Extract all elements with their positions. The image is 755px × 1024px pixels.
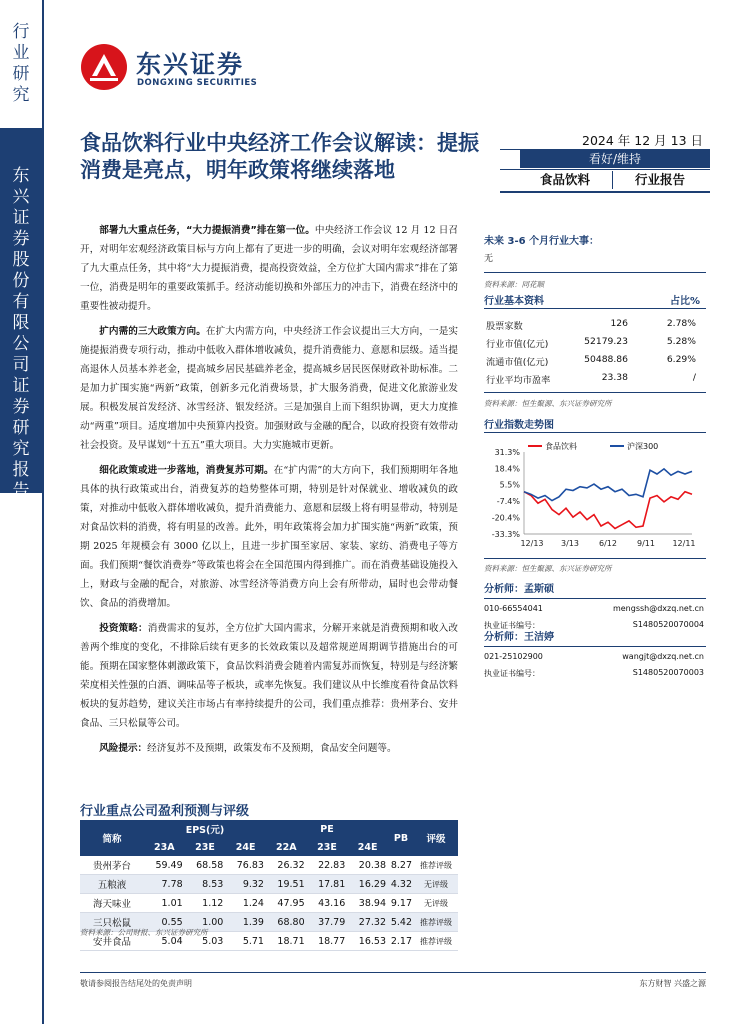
- pb-cell: 8.27: [388, 856, 414, 875]
- section-rule: [484, 646, 706, 647]
- basic-row-value: 52179.23: [584, 336, 628, 347]
- events-title: 未来 3-6 个月行业大事：: [484, 236, 600, 247]
- table-row: [80, 856, 458, 875]
- paragraph-text: 在“扩内需”的大方向下，我们预期明年各地具体的执行政策或出台，消费复苏的趋势整体可期，特别是针对保就业、增收减负的政策，对推动中低收入群体增收减负，提升消费能力、意愿和层级上将有明显带动，特别是对食品饮料的消费，将有明显的改善。此外，明年政策将会加力扩围实施“两新”政策，预期 2025 年规模会有 3000 亿以上，且进一步扩围至家居、家装、家纺、消费电子等方面。我们预期“餐饮消费券”等政策也将会在全国范围内得到推广。而在消费基础设施投入上，财政与金融的配合，对旅游、冰雪经济等消费方向上会有所带动，届时也会带动餐饮、食品的消费增加。: [80, 465, 458, 609]
- table-row: [80, 875, 458, 894]
- chart-lines: [524, 469, 692, 529]
- x-tick-label: 3/13: [561, 539, 579, 548]
- basic-data-title: 行业基本资料: [484, 296, 544, 307]
- pe-cell: 38.94: [347, 894, 388, 913]
- report-body: [80, 221, 458, 764]
- col-pe-header: PE: [266, 820, 388, 838]
- chart-y-ticks: [492, 448, 521, 539]
- section-rule: [484, 598, 706, 599]
- pe-cell: 27.32: [347, 913, 388, 932]
- col-pb-header: PB: [388, 820, 414, 856]
- x-tick-label: 9/11: [637, 539, 655, 548]
- body-paragraph: [80, 221, 458, 316]
- paragraph-lead: 扩内需的三大政策方向。: [99, 326, 206, 337]
- paragraph-text: 中央经济工作会议 12 月 12 日召开，对明年宏观经济政策目标与方向上都有了更进一步的明确，会议对明年宏观经济部署了九大重点任务，其中将“大力提振消费，提高投资效益，全方位扩大国内需求”排在了第一位，消费是明年的重要政策抓手。经济动能切换和外部压力的冲击下，消费在经济中的重要性被动提升。: [80, 225, 458, 312]
- events-section: [484, 232, 706, 264]
- table-title: 行业重点公司盈利预测与评级: [80, 804, 250, 819]
- eps-cell: 68.58: [185, 856, 226, 875]
- section-rule: [484, 558, 706, 559]
- legend-label: 食品饮料: [545, 442, 577, 451]
- pb-cell: 5.42: [388, 913, 414, 932]
- pe-cell: 17.81: [307, 875, 348, 894]
- pe-cell: 43.16: [307, 894, 348, 913]
- sidebar-publisher: [0, 128, 42, 501]
- rating-cell: 推荐评级: [414, 856, 458, 875]
- pe-cell: 68.80: [266, 913, 307, 932]
- x-tick-label: 12/11: [672, 539, 696, 548]
- section-rule: [484, 432, 706, 433]
- body-paragraph: [80, 461, 458, 613]
- chart-legend: [528, 441, 658, 451]
- pe-cell: 47.95: [266, 894, 307, 913]
- basic-row-pct: 5.28%: [666, 336, 696, 347]
- rating-cell: 无评级: [414, 894, 458, 913]
- y-tick-label: -20.4%: [491, 513, 520, 523]
- body-paragraph: [80, 322, 458, 455]
- col-name-header: 简称: [80, 820, 144, 856]
- rating-cell: 推荐评级: [414, 932, 458, 951]
- eps-cell: 0.55: [144, 913, 185, 932]
- basic-data-source: 资料来源：恒生聚源、东兴证券研究所: [484, 399, 612, 408]
- index-trend-chart: [484, 438, 706, 556]
- y-tick-label: 31.3%: [494, 448, 520, 457]
- paragraph-text: 消费需求的复苏，全方位扩大国内需求，分解开来就是消费预期和收入改善两个维度的变化，不排除后续有更多的长效政策以及超常规逆周期调节措施出台的可能。预期在国家整体刺激政策下，食品饮料消费会随着内需复苏而恢复，特别是与经济繁荣度相关性强的白酒、调味品等子板块，或率先恢复。我们建议从中长维度看待食品饮料板块的复苏趋势，建议关注市场占有率持续提升的公司，我们重点推荐：贵州茅台、安井食品、三只松鼠等公司。: [80, 623, 459, 729]
- series-line-2: [524, 469, 692, 501]
- events-text: 无: [484, 254, 494, 264]
- eps-cell: 8.53: [185, 875, 226, 894]
- y-tick-label: -7.4%: [496, 497, 520, 507]
- eps-cell: 1.39: [225, 913, 266, 932]
- analyst-card: [484, 580, 706, 634]
- eps-cell: 5.04: [144, 932, 185, 951]
- analyst-cert: S1480520070003: [632, 668, 704, 677]
- x-tick-label: 6/12: [599, 539, 617, 548]
- series-line-1: [524, 492, 692, 529]
- logo-en-text: DONGXING SECURITIES: [137, 78, 258, 88]
- pe-cell: 16.29: [347, 875, 388, 894]
- industry-tag: 食品饮料: [539, 172, 590, 187]
- paragraph-text: 在扩大内需方向，中央经济工作会议提出三大方向，一是实施提振消费专项行动，推动中低收入群体增收减负，提升消费能力、意愿和层级。适当提高退休人员基本养老金，提高城乡居民基础养老金，提高城乡居民医保财政补助标准。二是加力扩围实施“两新”政策，创新多元化消费场景，扩大服务消费，促进文化旅游业发展。积极发展首发经济、冰雪经济、银发经济。三是加强自上而下组织协调，更大力度推动“两重”项目。适度增加中央预算内投资。加强财政与金融的配合，以政府投资有效带动社会投资。及早谋划“十五五”重大项目。大力实施城市更新。: [80, 326, 459, 451]
- col-year-header: 22A: [266, 838, 307, 856]
- logo-cn-text: 东兴证券: [136, 50, 245, 79]
- eps-cell: 1.24: [225, 894, 266, 913]
- rating-cell: 无评级: [414, 875, 458, 894]
- pb-cell: 4.32: [388, 875, 414, 894]
- analyst-title: 分析师：孟斯硕: [484, 584, 554, 595]
- body-paragraph: [80, 739, 458, 758]
- eps-cell: 1.01: [144, 894, 185, 913]
- paragraph-lead: 风险提示：: [99, 743, 148, 754]
- basic-row-pct: /: [692, 372, 696, 383]
- eps-cell: 5.71: [225, 932, 266, 951]
- basic-row: [484, 316, 706, 334]
- pb-cell: 2.17: [388, 932, 414, 951]
- analyst-phone: 021-25102900: [484, 652, 543, 661]
- col-year-header: 23E: [307, 838, 348, 856]
- sidebar-top-label: 行业研究: [12, 22, 30, 105]
- analyst-email[interactable]: wangjt@dxzq.net.cn: [622, 652, 704, 661]
- eps-cell: 59.49: [144, 856, 185, 875]
- basic-row-label: 行业平均市盈率: [486, 375, 551, 386]
- col-year-header: 24E: [347, 838, 388, 856]
- analyst-title: 分析师：王洁婷: [484, 632, 554, 643]
- eps-cell: 7.78: [144, 875, 185, 894]
- eps-cell: 9.32: [225, 875, 266, 894]
- col-year-header: 23A: [144, 838, 185, 856]
- report-title: 食品饮料行业中央经济工作会议解读：提振消费是亮点，明年政策将继续落地: [80, 130, 479, 182]
- section-rule: [484, 308, 706, 309]
- body-paragraph: [80, 619, 458, 733]
- pe-cell: 16.53: [347, 932, 388, 951]
- col-year-header: 24E: [225, 838, 266, 856]
- meta-separator: [612, 171, 613, 189]
- basic-row-pct: 6.29%: [666, 354, 696, 365]
- sidebar-category: [0, 0, 42, 125]
- basic-row: [484, 370, 706, 388]
- company-name: 三只松鼠: [80, 913, 144, 932]
- eps-cell: 5.03: [185, 932, 226, 951]
- pe-cell: 19.51: [266, 875, 307, 894]
- chart-x-ticks: [520, 539, 695, 548]
- section-rule: [484, 272, 706, 273]
- report-date: 2024 年 12 月 13 日: [582, 133, 703, 148]
- col-rating-header: 评级: [414, 820, 458, 856]
- footer-slogan: 东方财智 兴盛之源: [639, 979, 706, 988]
- y-tick-label: 5.5%: [499, 480, 520, 490]
- basic-row: [484, 352, 706, 370]
- legend-label: 沪深300: [627, 442, 659, 451]
- basic-row-pct: 2.78%: [666, 318, 696, 329]
- analyst-email[interactable]: mengssh@dxzq.net.cn: [612, 604, 704, 613]
- events-source: 资料来源：同花顺: [484, 280, 544, 289]
- basic-pct-header: 占比%: [669, 296, 700, 307]
- meta-divider: [500, 191, 710, 193]
- company-name: 海天味业: [80, 894, 144, 913]
- rating-badge: 看好/维持: [520, 150, 710, 168]
- analyst-phone: 010-66554041: [484, 604, 543, 613]
- table-source: 资料来源：公司财报、东兴证券研究所: [80, 928, 208, 937]
- eps-cell: 1.00: [185, 913, 226, 932]
- report-type-tag: 行业报告: [634, 172, 685, 187]
- pe-cell: 18.77: [307, 932, 348, 951]
- basic-row-value: 126: [610, 318, 628, 329]
- col-year-header: 23E: [185, 838, 226, 856]
- section-rule: [484, 392, 706, 393]
- meta-divider: [500, 169, 710, 170]
- pb-cell: 9.17: [388, 894, 414, 913]
- analyst-card: [484, 628, 706, 682]
- pe-cell: 22.83: [307, 856, 348, 875]
- y-tick-label: -33.3%: [491, 530, 520, 539]
- sidebar: [0, 0, 42, 1024]
- cert-label: 执业证书编号：: [484, 621, 540, 630]
- eps-cell: 1.12: [185, 894, 226, 913]
- company-name: 五粮液: [80, 875, 144, 894]
- company-logo: [80, 43, 280, 93]
- cert-label: 执业证书编号：: [484, 669, 540, 678]
- sidebar-bottom-label: 东兴证券股份有限公司证券研究报告: [12, 166, 30, 501]
- paragraph-lead: 投资策略：: [99, 623, 148, 634]
- table-row: [80, 894, 458, 913]
- paragraph-lead: 部署九大重点任务，“大力提振消费”排在第一位。: [99, 225, 315, 236]
- basic-data-section: [484, 292, 706, 412]
- basic-row: [484, 334, 706, 352]
- col-eps-header: EPS(元): [144, 820, 266, 838]
- chart-source: 资料来源：恒生聚源、东兴证券研究所: [484, 564, 612, 573]
- pe-cell: 20.38: [347, 856, 388, 875]
- basic-row-label: 行业市值(亿元): [486, 339, 549, 350]
- x-tick-label: 12/13: [520, 539, 544, 548]
- basic-row-label: 流通市值(亿元): [486, 357, 549, 368]
- basic-row-label: 股票家数: [486, 321, 523, 332]
- footer-rule: [80, 972, 706, 973]
- footer-disclaimer: 敬请参阅报告结尾处的免责声明: [80, 979, 192, 988]
- rating-cell: 推荐评级: [414, 913, 458, 932]
- basic-row-value: 23.38: [601, 372, 628, 383]
- paragraph-lead: 细化政策或进一步落地，消费复苏可期。: [99, 465, 274, 476]
- pe-cell: 18.71: [266, 932, 307, 951]
- company-name: 贵州茅台: [80, 856, 144, 875]
- analyst-cert: S1480520070004: [632, 620, 704, 629]
- logo-mark-icon: [80, 43, 128, 91]
- sidebar-rule: [42, 0, 44, 1024]
- y-tick-label: 18.4%: [494, 464, 520, 474]
- chart-title: 行业指数走势图: [484, 420, 554, 431]
- eps-cell: 76.83: [225, 856, 266, 875]
- pe-cell: 26.32: [266, 856, 307, 875]
- company-name: 安井食品: [80, 932, 144, 951]
- pe-cell: 37.79: [307, 913, 348, 932]
- paragraph-text: 经济复苏不及预期，政策发布不及预期，食品安全问题等。: [147, 743, 397, 754]
- basic-row-value: 50488.86: [584, 354, 628, 365]
